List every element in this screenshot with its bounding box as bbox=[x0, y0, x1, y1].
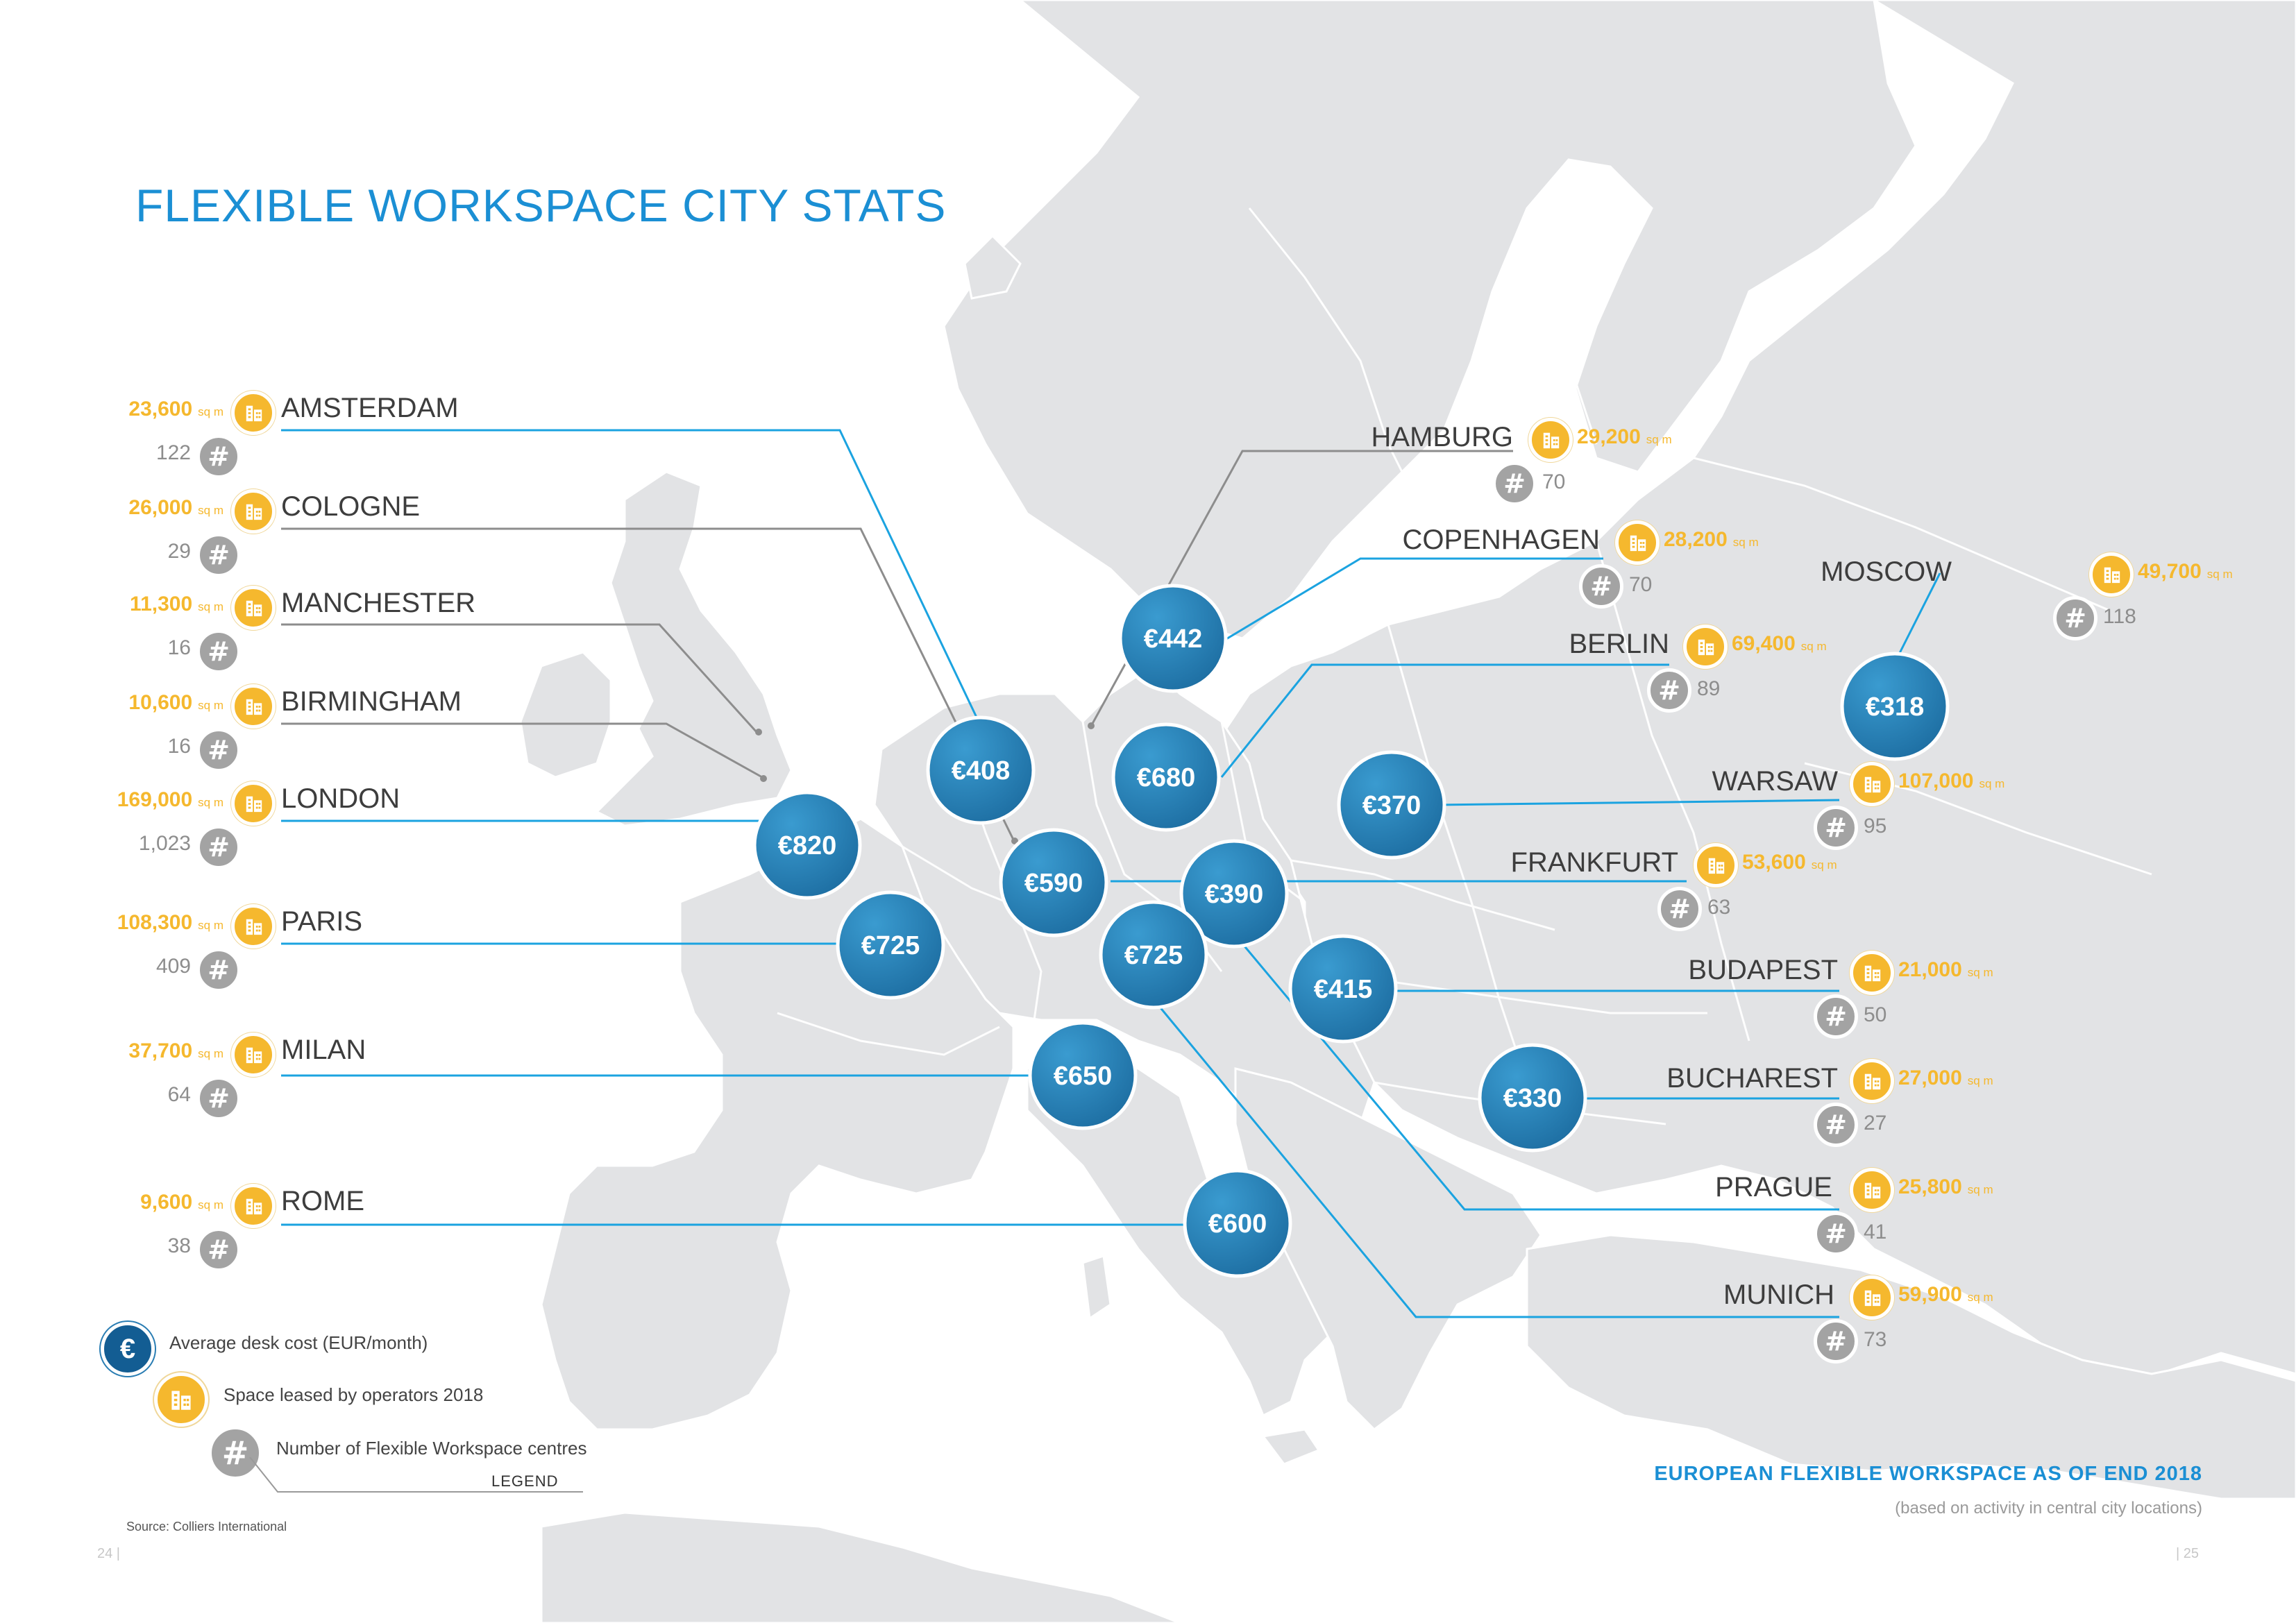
moscow-space-value bbox=[2138, 559, 2233, 587]
frankfurt-building-icon bbox=[1694, 843, 1738, 887]
budapest-cost-label: €415 bbox=[1313, 975, 1373, 1004]
moscow-cost-label: €318 bbox=[1865, 692, 1925, 722]
amsterdam-space-number: 23,600 bbox=[128, 398, 193, 420]
amsterdam-space-unit: sq m bbox=[198, 405, 223, 418]
amsterdam-name: AMSTERDAM bbox=[281, 393, 459, 423]
cologne-cost-label: €590 bbox=[1024, 869, 1083, 898]
bucharest-centres-value: 27 bbox=[1864, 1112, 1887, 1135]
amsterdam-hash-icon: # bbox=[196, 434, 241, 479]
paris-cost-label: €725 bbox=[861, 931, 920, 960]
birmingham-hash-icon: # bbox=[196, 728, 241, 772]
hamburg-hash-icon: # bbox=[1492, 461, 1537, 506]
hamburg-space-number: 29,200 bbox=[1577, 425, 1641, 448]
milan-building-icon bbox=[231, 1033, 276, 1077]
copenhagen-centres-value: 70 bbox=[1629, 573, 1653, 596]
budapest-hash-icon: # bbox=[1814, 994, 1858, 1039]
bucharest-name: BUCHAREST bbox=[1666, 1063, 1838, 1094]
legend-desk-cost-label: Average desk cost (EUR/month) bbox=[169, 1332, 428, 1353]
paris-name: PARIS bbox=[281, 906, 363, 937]
frankfurt-space-number: 53,600 bbox=[1742, 851, 1806, 874]
budapest-space-value bbox=[1898, 958, 1993, 985]
milan-space-value bbox=[128, 1039, 223, 1067]
bucharest-space-number: 27,000 bbox=[1898, 1067, 1962, 1089]
page-title: FLEXIBLE WORKSPACE CITY STATS bbox=[135, 180, 947, 231]
munich-space-value bbox=[1898, 1282, 1993, 1310]
amsterdam-cost-label: €408 bbox=[951, 756, 1011, 785]
munich-building-icon bbox=[1850, 1275, 1894, 1320]
hamburg-centres-value: 70 bbox=[1542, 470, 1566, 493]
moscow-name: MOSCOW bbox=[1821, 556, 1952, 587]
milan-name: MILAN bbox=[281, 1035, 366, 1065]
warsaw-space-unit: sq m bbox=[1979, 777, 2005, 790]
birmingham-centres-value: 16 bbox=[167, 735, 191, 758]
paris-space-number: 108,300 bbox=[117, 911, 193, 934]
moscow-centres-value: 118 bbox=[2103, 605, 2136, 628]
london-hash-icon: # bbox=[196, 825, 241, 869]
berlin-space-unit: sq m bbox=[1800, 640, 1827, 653]
warsaw-name: WARSAW bbox=[1712, 766, 1838, 797]
bucharest-space-unit: sq m bbox=[1967, 1074, 1993, 1087]
cologne-centres-value: 29 bbox=[167, 540, 191, 563]
hamburg-space-value bbox=[1577, 425, 1672, 452]
paris-hash-icon: # bbox=[196, 948, 241, 992]
warsaw-hash-icon: # bbox=[1814, 806, 1858, 850]
budapest-centres-value: 50 bbox=[1864, 1003, 1887, 1026]
rome-space-value bbox=[140, 1190, 223, 1218]
budapest-space-number: 21,000 bbox=[1898, 958, 1962, 981]
paris-space-unit: sq m bbox=[198, 919, 223, 932]
moscow-space-number: 49,700 bbox=[2138, 560, 2202, 583]
cologne-space-unit: sq m bbox=[198, 504, 223, 517]
berlin-cost-label: €680 bbox=[1136, 763, 1196, 792]
legend-hash-icon: # bbox=[208, 1426, 262, 1480]
cologne-space-number: 26,000 bbox=[128, 496, 193, 519]
milan-space-number: 37,700 bbox=[128, 1039, 193, 1062]
bucharest-hash-icon: # bbox=[1814, 1103, 1858, 1147]
legend-space-leased-label: Space leased by operators 2018 bbox=[223, 1384, 484, 1405]
munich-space-unit: sq m bbox=[1967, 1291, 1993, 1304]
rome-centres-value: 38 bbox=[167, 1234, 191, 1257]
berlin-space-value bbox=[1732, 631, 1827, 659]
hamburg-cost-label: €442 bbox=[1143, 624, 1203, 654]
frankfurt-space-value bbox=[1742, 850, 1837, 878]
rome-space-unit: sq m bbox=[198, 1198, 223, 1212]
prague-building-icon bbox=[1850, 1168, 1894, 1212]
birmingham-space-number: 10,600 bbox=[128, 691, 193, 714]
milan-hash-icon: # bbox=[196, 1076, 241, 1121]
warsaw-cost-label: €370 bbox=[1362, 791, 1421, 820]
legend-building-icon bbox=[154, 1373, 208, 1427]
london-space-value bbox=[117, 788, 223, 815]
berlin-centres-value: 89 bbox=[1697, 677, 1721, 700]
moscow-hash-icon: # bbox=[2053, 596, 2097, 640]
london-building-icon bbox=[231, 781, 276, 826]
warsaw-building-icon bbox=[1850, 762, 1894, 806]
prague-space-number: 25,800 bbox=[1898, 1175, 1962, 1198]
rome-building-icon bbox=[231, 1184, 276, 1228]
rome-name: ROME bbox=[281, 1186, 364, 1216]
bucharest-cost-label: €330 bbox=[1503, 1084, 1562, 1113]
berlin-space-number: 69,400 bbox=[1732, 632, 1796, 655]
milan-cost-label: €650 bbox=[1053, 1062, 1113, 1091]
manchester-name: MANCHESTER bbox=[281, 588, 476, 618]
source-note: Source: Colliers International bbox=[126, 1520, 287, 1533]
footer-subtitle: (based on activity in central city locations) bbox=[1895, 1499, 2202, 1518]
london-name: LONDON bbox=[281, 783, 400, 814]
rome-space-number: 9,600 bbox=[140, 1191, 193, 1214]
prague-name: PRAGUE bbox=[1715, 1172, 1832, 1203]
birmingham-space-unit: sq m bbox=[198, 699, 223, 712]
manchester-space-number: 11,300 bbox=[130, 593, 193, 615]
berlin-hash-icon: # bbox=[1647, 668, 1691, 713]
hamburg-space-unit: sq m bbox=[1646, 433, 1672, 446]
bucharest-space-value bbox=[1898, 1066, 1993, 1094]
munich-hash-icon: # bbox=[1814, 1319, 1858, 1363]
warsaw-centres-value: 95 bbox=[1864, 815, 1887, 838]
paris-building-icon bbox=[231, 904, 276, 949]
warsaw-space-number: 107,000 bbox=[1898, 770, 1974, 792]
london-space-unit: sq m bbox=[198, 796, 223, 809]
legend-euro-icon: € bbox=[101, 1322, 155, 1376]
moscow-space-unit: sq m bbox=[2206, 568, 2233, 581]
frankfurt-space-unit: sq m bbox=[1811, 858, 1837, 872]
cologne-building-icon bbox=[231, 489, 276, 534]
paris-centres-value: 409 bbox=[155, 955, 191, 978]
munich-centres-value: 73 bbox=[1864, 1328, 1887, 1351]
london-cost-label: €820 bbox=[777, 831, 837, 860]
copenhagen-space-number: 28,200 bbox=[1664, 528, 1728, 551]
manchester-space-value bbox=[130, 592, 223, 620]
munich-space-number: 59,900 bbox=[1898, 1283, 1962, 1306]
page-number-left: 24 | bbox=[97, 1546, 120, 1561]
page-number-right: | 25 bbox=[2176, 1546, 2199, 1561]
legend-title: LEGEND bbox=[491, 1472, 559, 1490]
rome-hash-icon: # bbox=[196, 1227, 241, 1272]
london-centres-value: 1,023 bbox=[138, 832, 191, 855]
hamburg-building-icon bbox=[1528, 418, 1573, 462]
budapest-building-icon bbox=[1850, 951, 1894, 995]
budapest-name: BUDAPEST bbox=[1688, 955, 1838, 985]
copenhagen-building-icon bbox=[1615, 520, 1660, 565]
birmingham-name: BIRMINGHAM bbox=[281, 686, 462, 717]
prague-space-unit: sq m bbox=[1967, 1183, 1993, 1196]
birmingham-building-icon bbox=[231, 684, 276, 729]
cologne-name: COLOGNE bbox=[281, 491, 421, 522]
frankfurt-hash-icon: # bbox=[1657, 887, 1702, 931]
copenhagen-hash-icon: # bbox=[1579, 564, 1623, 609]
prague-hash-icon: # bbox=[1814, 1212, 1858, 1256]
legend-centres-label: Number of Flexible Workspace centres bbox=[276, 1438, 587, 1459]
milan-space-unit: sq m bbox=[198, 1047, 223, 1060]
munich-name: MUNICH bbox=[1723, 1280, 1834, 1310]
copenhagen-name: COPENHAGEN bbox=[1402, 525, 1600, 555]
birmingham-space-value bbox=[128, 690, 223, 718]
berlin-name: BERLIN bbox=[1569, 629, 1669, 659]
budapest-space-unit: sq m bbox=[1967, 966, 1993, 979]
bucharest-building-icon bbox=[1850, 1059, 1894, 1103]
footer-title: EUROPEAN FLEXIBLE WORKSPACE AS OF END 2018 bbox=[1654, 1463, 2202, 1485]
paris-space-value bbox=[117, 910, 223, 938]
frankfurt-name: FRANKFURT bbox=[1510, 847, 1678, 878]
copenhagen-space-value bbox=[1664, 527, 1759, 555]
amsterdam-centres-value: 122 bbox=[155, 441, 191, 464]
manchester-centres-value: 16 bbox=[167, 636, 191, 659]
warsaw-space-value bbox=[1898, 769, 2004, 797]
manchester-hash-icon: # bbox=[196, 629, 241, 674]
hamburg-name: HAMBURG bbox=[1371, 422, 1513, 452]
berlin-building-icon bbox=[1683, 624, 1728, 669]
prague-cost-label: €390 bbox=[1204, 880, 1264, 909]
cologne-hash-icon: # bbox=[196, 533, 241, 577]
moscow-building-icon bbox=[2089, 552, 2134, 597]
cologne-space-value bbox=[128, 495, 223, 523]
prague-centres-value: 41 bbox=[1864, 1221, 1887, 1243]
london-space-number: 169,000 bbox=[117, 788, 193, 811]
amsterdam-building-icon bbox=[231, 391, 276, 435]
manchester-space-unit: sq m bbox=[198, 600, 223, 613]
rome-cost-label: €600 bbox=[1208, 1209, 1267, 1239]
munich-cost-label: €725 bbox=[1124, 941, 1183, 970]
prague-space-value bbox=[1898, 1175, 1993, 1203]
copenhagen-space-unit: sq m bbox=[1732, 536, 1759, 549]
manchester-building-icon bbox=[231, 586, 276, 630]
amsterdam-space-value bbox=[128, 397, 223, 425]
milan-centres-value: 64 bbox=[167, 1083, 191, 1106]
frankfurt-centres-value: 63 bbox=[1707, 896, 1731, 919]
